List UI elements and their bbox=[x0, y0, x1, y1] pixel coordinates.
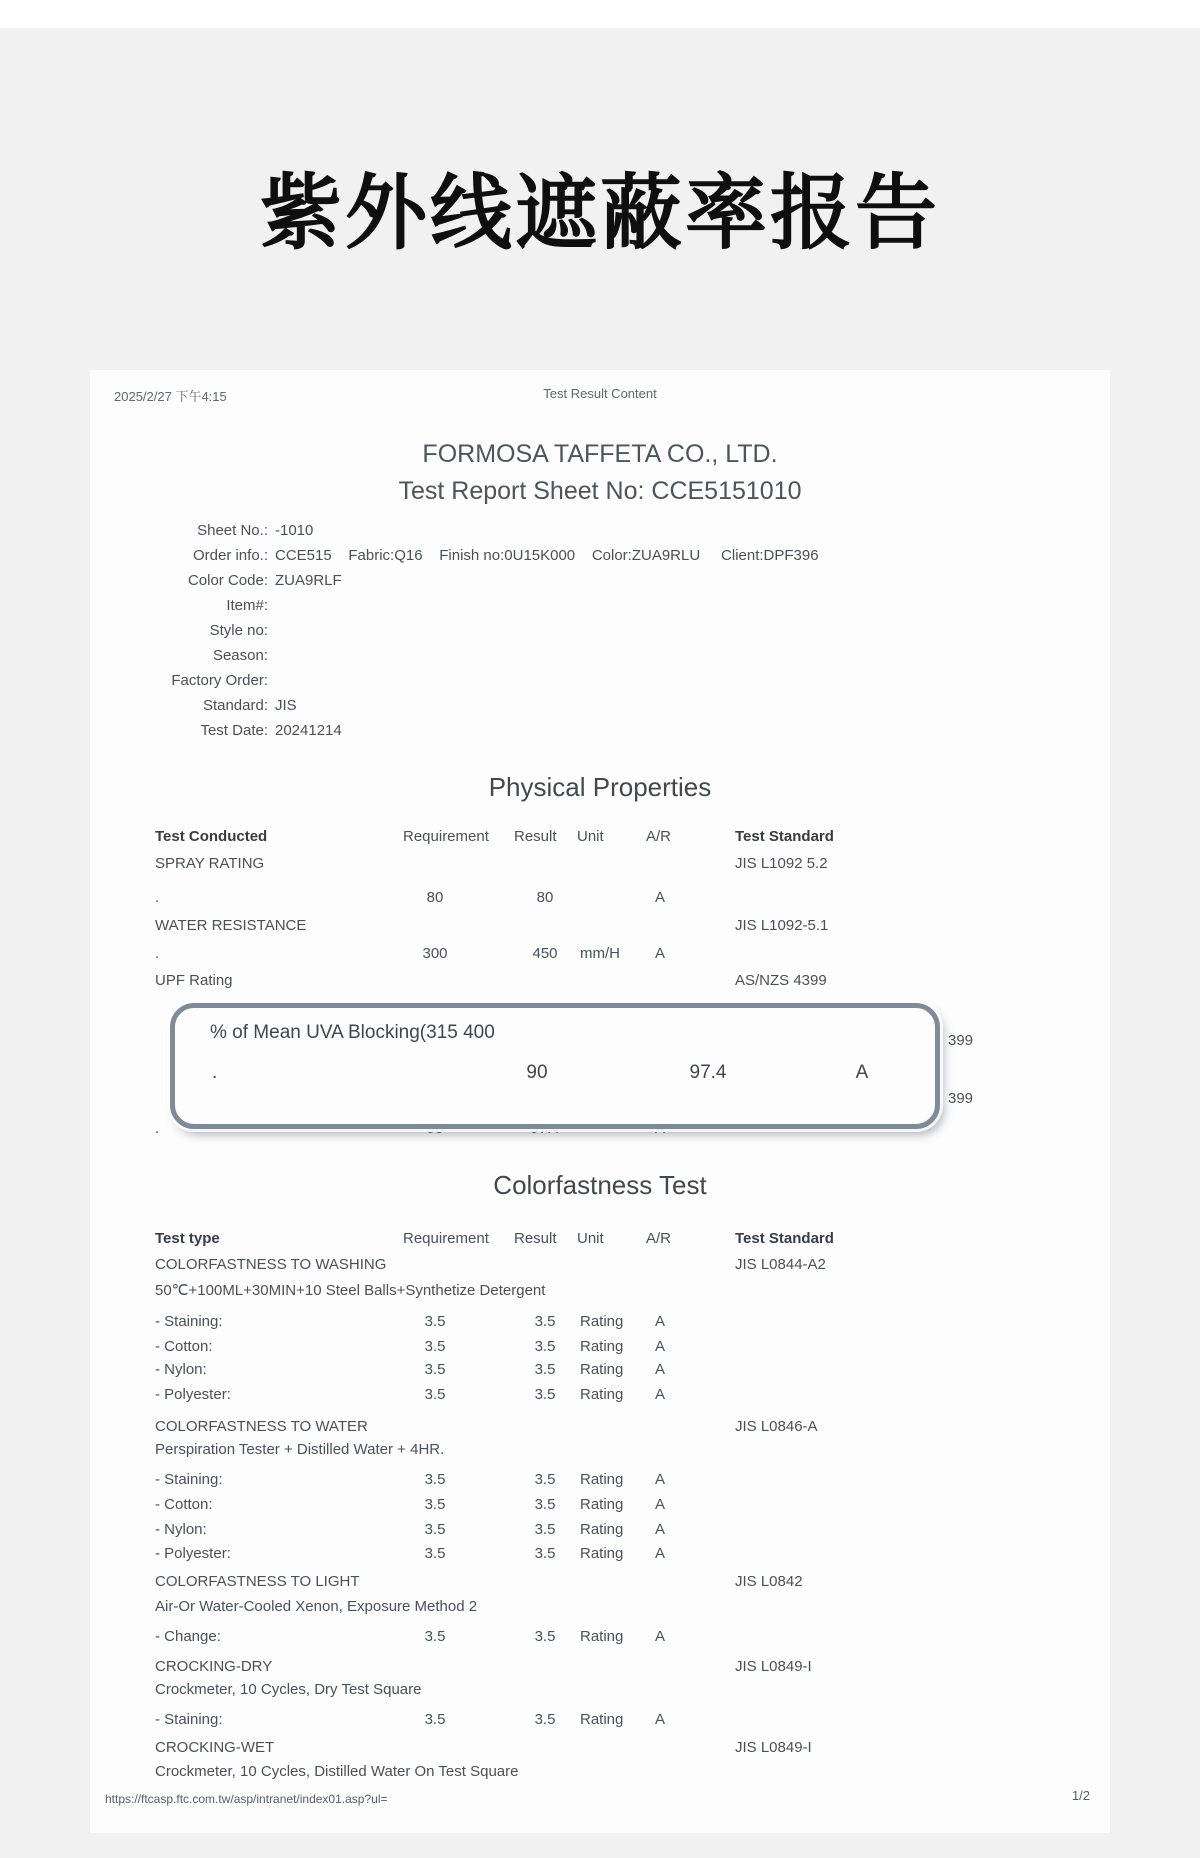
test-standard: JIS L0849-I bbox=[735, 1739, 812, 1756]
table-row bbox=[90, 1545, 1110, 1565]
section-name: CROCKING-WET bbox=[155, 1739, 275, 1756]
report-header bbox=[90, 436, 1110, 510]
ar-value: A bbox=[855, 1062, 869, 1083]
test-standard: JIS L0846-A bbox=[735, 1418, 818, 1435]
company-name: FORMOSA TAFFETA CO., LTD. bbox=[422, 440, 778, 468]
print-timestamp: 2025/2/27 下午4:15 bbox=[114, 389, 227, 404]
table-row bbox=[90, 1386, 1110, 1406]
test-item: - Staining: bbox=[155, 1313, 223, 1330]
table-row bbox=[90, 945, 1110, 965]
info-label: Order info.: bbox=[192, 547, 268, 564]
test-name: WATER RESISTANCE bbox=[155, 917, 307, 934]
ar-value: A bbox=[654, 889, 666, 906]
unit-value: Rating bbox=[580, 1338, 624, 1355]
requirement-value: 3.5 bbox=[424, 1545, 446, 1562]
result-value: 3.5 bbox=[534, 1545, 556, 1562]
table-row bbox=[90, 1338, 1110, 1358]
test-item: - Staining: bbox=[155, 1471, 223, 1488]
section-name: COLORFASTNESS TO LIGHT bbox=[155, 1573, 360, 1590]
row-dot: . bbox=[155, 1120, 160, 1137]
requirement-value: 3.5 bbox=[424, 1361, 446, 1378]
ar-value: A bbox=[654, 1361, 666, 1378]
result-value: 3.5 bbox=[534, 1386, 556, 1403]
browser-print-header: Test Result Content bbox=[543, 386, 657, 401]
test-item: - Polyester: bbox=[155, 1386, 231, 1403]
result-value: 97.4 bbox=[689, 1062, 727, 1083]
info-label: Test Date: bbox=[200, 722, 268, 739]
top-white-strip bbox=[0, 0, 1200, 28]
requirement-value: 3.5 bbox=[424, 1496, 446, 1513]
col-test-type: Test type bbox=[155, 1230, 220, 1247]
row-dot: . bbox=[155, 945, 160, 962]
info-value: -1010 bbox=[275, 522, 314, 539]
unit-value: Rating bbox=[580, 1628, 624, 1645]
section-header-row bbox=[90, 1256, 1110, 1276]
page-title: 紫外线遮蔽率报告 bbox=[259, 168, 940, 259]
test-item: - Nylon: bbox=[155, 1361, 207, 1378]
col-requirement: Requirement bbox=[403, 1230, 489, 1247]
result-value: 3.5 bbox=[534, 1471, 556, 1488]
info-order bbox=[90, 547, 1110, 567]
result-value: 3.5 bbox=[534, 1313, 556, 1330]
info-value: 20241214 bbox=[275, 722, 342, 739]
requirement-value: 90 bbox=[526, 1062, 548, 1083]
physical-table-header bbox=[90, 828, 1110, 848]
covered-standard-fragment: 399 bbox=[948, 1032, 974, 1049]
test-standard: JIS L0849-I bbox=[735, 1658, 812, 1675]
test-standard: JIS L1092 5.2 bbox=[735, 855, 828, 872]
footer-url: https://ftcasp.ftc.com.tw/asp/intranet/index01.asp?ul= bbox=[105, 1792, 388, 1806]
col-ar: A/R bbox=[646, 1230, 672, 1247]
info-factory-order bbox=[90, 672, 1110, 692]
col-result: Result bbox=[514, 828, 557, 845]
info-label: Color Code: bbox=[187, 572, 268, 589]
unit-value: Rating bbox=[580, 1521, 624, 1538]
test-item: - Cotton: bbox=[155, 1496, 213, 1513]
section-method-row bbox=[90, 1441, 1110, 1461]
requirement-value: 3.5 bbox=[424, 1521, 446, 1538]
info-color-code bbox=[90, 572, 1110, 592]
info-label: Factory Order: bbox=[171, 672, 268, 689]
info-value: JIS bbox=[275, 697, 297, 714]
section-name: CROCKING-DRY bbox=[155, 1658, 273, 1675]
info-label: Standard: bbox=[202, 697, 268, 714]
info-label: Season: bbox=[212, 647, 268, 664]
unit-value: Rating bbox=[580, 1361, 624, 1378]
method-description: Crockmeter, 10 Cycles, Distilled Water On Test Square bbox=[155, 1763, 519, 1780]
ar-value: A bbox=[654, 1471, 666, 1488]
info-label: Style no: bbox=[209, 622, 268, 639]
ar-value: A bbox=[654, 1386, 666, 1403]
requirement-value: 3.5 bbox=[424, 1313, 446, 1330]
report-page bbox=[90, 370, 1110, 1833]
result-value: 3.5 bbox=[534, 1338, 556, 1355]
info-item bbox=[90, 597, 1110, 617]
report-sheet-no: Test Report Sheet No: CCE5151010 bbox=[398, 477, 802, 505]
colorfastness-table-header bbox=[90, 1230, 1110, 1250]
table-row bbox=[90, 917, 1110, 937]
section-method-row bbox=[90, 1281, 1110, 1301]
section-method-row bbox=[90, 1598, 1110, 1618]
section-name: COLORFASTNESS TO WATER bbox=[155, 1418, 368, 1435]
table-row bbox=[90, 1471, 1110, 1491]
method-description: Air-Or Water-Cooled Xenon, Exposure Method 2 bbox=[155, 1598, 478, 1615]
info-style-no bbox=[90, 622, 1110, 642]
unit-value: Rating bbox=[580, 1711, 624, 1728]
unit-value: Rating bbox=[580, 1386, 624, 1403]
table-row bbox=[90, 855, 1110, 875]
ar-value: A bbox=[654, 1545, 666, 1562]
test-item: - Nylon: bbox=[155, 1521, 207, 1538]
result-value: 3.5 bbox=[534, 1361, 556, 1378]
info-sheet-no bbox=[90, 522, 1110, 542]
highlight-annotation-box bbox=[170, 1003, 940, 1129]
ar-value: A bbox=[654, 1711, 666, 1728]
ar-value: A bbox=[654, 1496, 666, 1513]
unit-value: mm/H bbox=[580, 945, 620, 962]
test-name: SPRAY RATING bbox=[155, 855, 265, 872]
requirement-value: 3.5 bbox=[424, 1711, 446, 1728]
ar-value: A bbox=[654, 1338, 666, 1355]
info-label: Item#: bbox=[226, 597, 268, 614]
col-requirement: Requirement bbox=[403, 828, 489, 845]
info-season bbox=[90, 647, 1110, 667]
unit-value: Rating bbox=[580, 1471, 624, 1488]
info-standard bbox=[90, 697, 1110, 717]
row-dot: . bbox=[155, 889, 160, 906]
section-method-row bbox=[90, 1763, 1110, 1783]
table-row bbox=[90, 1711, 1110, 1731]
table-row bbox=[90, 889, 1110, 909]
requirement-value: 3.5 bbox=[424, 1338, 446, 1355]
section-header-row bbox=[90, 1573, 1110, 1593]
requirement-value: 300 bbox=[422, 945, 448, 962]
table-row bbox=[90, 1628, 1110, 1648]
result-value: 3.5 bbox=[534, 1521, 556, 1538]
info-value: CCE515 Fabric:Q16 Finish no:0U15K000 Color:ZUA9RLU Client:DPF396 bbox=[275, 547, 819, 564]
section-header-row bbox=[90, 1739, 1110, 1759]
result-value: 3.5 bbox=[534, 1711, 556, 1728]
unit-value: Rating bbox=[580, 1313, 624, 1330]
col-test-standard: Test Standard bbox=[735, 828, 834, 845]
test-item: - Change: bbox=[155, 1628, 221, 1645]
method-description: 50℃+100ML+30MIN+10 Steel Balls+Synthetize Detergent bbox=[155, 1282, 546, 1299]
physical-properties-heading: Physical Properties bbox=[488, 772, 712, 802]
table-row bbox=[90, 1313, 1110, 1333]
section-header-row bbox=[90, 1658, 1110, 1678]
col-result: Result bbox=[514, 1230, 557, 1247]
covered-standard-fragment: 399 bbox=[948, 1090, 974, 1107]
requirement-value: 80 bbox=[426, 889, 444, 906]
result-value: 3.5 bbox=[534, 1496, 556, 1513]
ar-value: A bbox=[654, 1521, 666, 1538]
unit-value: Rating bbox=[580, 1496, 624, 1513]
test-item: - Staining: bbox=[155, 1711, 223, 1728]
requirement-value: 3.5 bbox=[424, 1386, 446, 1403]
result-value: 80 bbox=[536, 889, 554, 906]
requirement-value: 3.5 bbox=[424, 1471, 446, 1488]
unit-value: Rating bbox=[580, 1545, 624, 1562]
requirement-value: 3.5 bbox=[424, 1628, 446, 1645]
uva-blocking-label: % of Mean UVA Blocking(315 400 bbox=[210, 1022, 495, 1043]
table-row bbox=[90, 972, 1110, 992]
section-name: COLORFASTNESS TO WASHING bbox=[155, 1256, 387, 1273]
result-value: 450 bbox=[532, 945, 558, 962]
info-test-date bbox=[90, 722, 1110, 742]
ar-value: A bbox=[654, 1313, 666, 1330]
table-row bbox=[90, 1496, 1110, 1516]
col-unit: Unit bbox=[577, 1230, 604, 1247]
row-dot: . bbox=[212, 1062, 218, 1083]
table-row bbox=[90, 1361, 1110, 1381]
col-test-standard: Test Standard bbox=[735, 1230, 834, 1247]
result-value: 3.5 bbox=[534, 1628, 556, 1645]
section-method-row bbox=[90, 1681, 1110, 1701]
uva-blocking-annotated-zone bbox=[90, 995, 1110, 1165]
method-description: Crockmeter, 10 Cycles, Dry Test Square bbox=[155, 1681, 422, 1698]
section-header-row bbox=[90, 1418, 1110, 1438]
test-standard: AS/NZS 4399 bbox=[735, 972, 827, 989]
col-ar: A/R bbox=[646, 828, 672, 845]
footer-page-number: 1/2 bbox=[1071, 1788, 1090, 1803]
test-item: - Cotton: bbox=[155, 1338, 213, 1355]
test-standard: JIS L0842 bbox=[735, 1573, 803, 1590]
ar-value: A bbox=[654, 945, 666, 962]
test-item: - Polyester: bbox=[155, 1545, 231, 1562]
ar-value: A bbox=[654, 1628, 666, 1645]
colorfastness-heading: Colorfastness Test bbox=[493, 1170, 707, 1200]
info-label: Sheet No.: bbox=[197, 522, 268, 539]
col-unit: Unit bbox=[577, 828, 604, 845]
col-test-conducted: Test Conducted bbox=[155, 828, 268, 845]
test-name: UPF Rating bbox=[155, 972, 233, 989]
table-row bbox=[90, 1521, 1110, 1541]
method-description: Perspiration Tester + Distilled Water + 4HR. bbox=[155, 1441, 445, 1458]
test-standard: JIS L1092-5.1 bbox=[735, 917, 829, 934]
info-value: ZUA9RLF bbox=[275, 572, 342, 589]
test-standard: JIS L0844-A2 bbox=[735, 1256, 826, 1273]
